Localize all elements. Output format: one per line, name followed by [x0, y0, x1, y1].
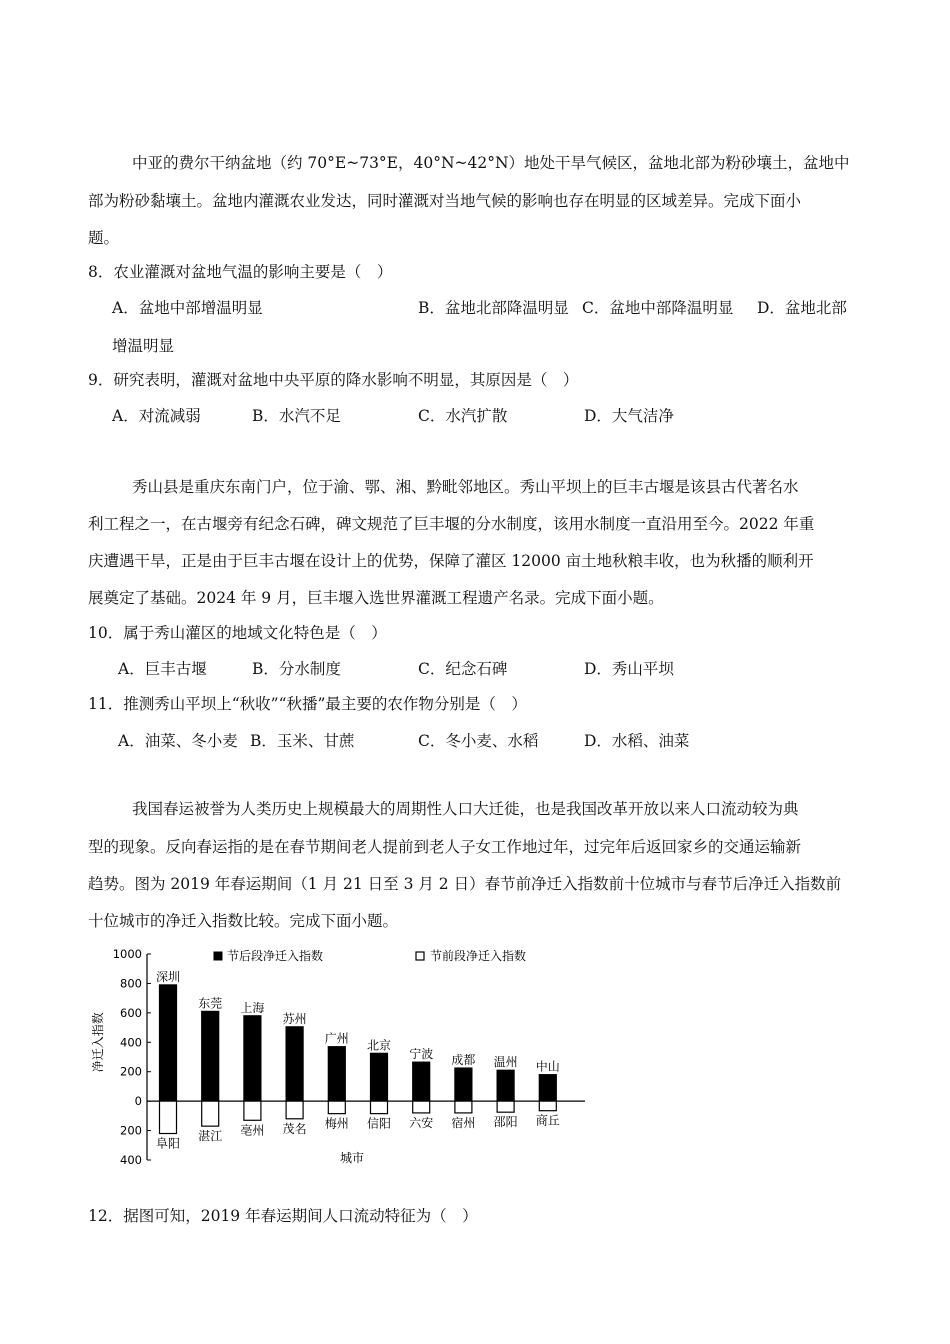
q8-stem: 8．农业灌溉对盆地气温的影响主要是（ ） — [88, 263, 393, 281]
q9-option-d[interactable]: D．大气洁净 — [584, 407, 674, 425]
category-label: 宁波 — [409, 1047, 434, 1062]
category-label: 阜阳 — [155, 1136, 181, 1151]
q9-stem: 9．研究表明，灌溉对盆地中央平原的降水影响不明显，其原因是（ ） — [88, 371, 579, 389]
q10-option-b[interactable]: B．分水制度 — [252, 660, 341, 678]
q11-option-d[interactable]: D．水稻、油菜 — [584, 732, 690, 750]
bar-after-1 — [160, 985, 177, 1101]
bar-before-7 — [413, 1101, 430, 1113]
passage2-line-2: 利工程之一，在古堰旁有纪念石碑，碑文规范了巨丰堰的分水制度，该用水制度一直沿用至今。2022 年重 — [88, 515, 815, 533]
category-label: 湛江 — [198, 1129, 223, 1144]
legend-label-before: 节前段净迁入指数 — [430, 949, 527, 963]
passage2-line-1: 秀山县是重庆东南门户，位于渝、鄂、湘、黔毗邻地区。秀山平坝上的巨丰古堰是该县古代著名水 — [132, 478, 799, 496]
category-label: 宿州 — [451, 1115, 476, 1130]
bar-after-3 — [244, 1016, 261, 1101]
bar-after-4 — [286, 1027, 303, 1101]
x-axis-label: 城市 — [339, 1151, 365, 1165]
category-label: 上海 — [240, 1000, 265, 1015]
q8-option-b[interactable]: B．盆地北部降温明显 — [418, 299, 569, 317]
passage1-line-2: 部为粉砂黏壤土。盆地内灌溉农业发达，同时灌溉对当地气候的影响也存在明显的区域差异。完成下面小 — [88, 192, 802, 210]
passage1-line-3: 题。 — [88, 229, 120, 247]
net-migration-index-chart — [80, 940, 600, 1170]
bar-after-2 — [202, 1011, 219, 1101]
passage3-line-2: 型的现象。反向春运指的是在春节期间老人提前到老人子女工作地过年，过完年后返回家乡的交通运输新 — [88, 838, 802, 856]
category-label: 商丘 — [535, 1113, 560, 1128]
q10-option-c[interactable]: C．纪念石碑 — [418, 660, 508, 678]
passage3-line-3: 趋势。图为 2019 年春运期间（1 月 21 日至 3 月 2 日）春节前净迁入指数前十位城市与春节后净迁入指数前 — [88, 875, 842, 893]
category-label: 梅州 — [324, 1116, 349, 1131]
y-tick-label: 200 — [120, 1064, 142, 1079]
q9-option-b[interactable]: B．水汽不足 — [252, 407, 341, 425]
q11-option-b[interactable]: B．玉米、甘蔗 — [250, 732, 355, 750]
y-tick-label: 400 — [120, 1153, 142, 1167]
passage3-line-4: 十位城市的净迁入指数比较。完成下面小题。 — [88, 912, 399, 930]
y-tick-label: 800 — [120, 976, 142, 991]
category-label: 东莞 — [198, 996, 223, 1011]
bar-before-9 — [497, 1101, 514, 1112]
category-label: 广州 — [324, 1031, 349, 1046]
passage1-line-1: 中亚的费尔干纳盆地（约 70°E~73°E，40°N~42°N）地处干旱气候区，盆地北部为粉砂壤土，盆地中 — [132, 154, 850, 172]
bar-after-6 — [371, 1053, 388, 1101]
y-tick-label: 600 — [120, 1005, 142, 1020]
q11-option-c[interactable]: C．冬小麦、水稻 — [418, 732, 539, 750]
category-label: 信阳 — [366, 1116, 392, 1131]
bar-after-9 — [497, 1070, 514, 1101]
category-label: 中山 — [535, 1059, 560, 1074]
q10-stem: 10．属于秀山灌区的地域文化特色是（ ） — [88, 624, 387, 642]
category-label: 温州 — [493, 1055, 518, 1070]
category-label: 亳州 — [240, 1123, 265, 1138]
category-label: 苏州 — [282, 1011, 307, 1026]
category-label: 北京 — [366, 1038, 392, 1053]
category-label: 深圳 — [155, 969, 181, 984]
bar-before-5 — [328, 1101, 345, 1114]
q11-option-a[interactable]: A．油菜、冬小麦 — [118, 732, 238, 750]
bar-after-8 — [455, 1068, 472, 1101]
bar-before-8 — [455, 1101, 472, 1113]
bar-before-10 — [539, 1101, 556, 1111]
category-label: 茂名 — [282, 1121, 307, 1136]
q8-option-a[interactable]: A．盆地中部增温明显 — [112, 299, 263, 317]
y-axis-label: 净迁入指数 — [91, 1012, 105, 1073]
bar-before-2 — [202, 1101, 219, 1126]
q10-option-a[interactable]: A．巨丰古堰 — [118, 660, 207, 678]
bar-before-6 — [371, 1101, 388, 1114]
bar-before-1 — [160, 1101, 177, 1133]
category-label: 六安 — [409, 1115, 434, 1130]
category-label: 邵阳 — [493, 1115, 518, 1130]
bar-before-4 — [286, 1101, 303, 1119]
q10-option-d[interactable]: D．秀山平坝 — [584, 660, 674, 678]
passage2-line-3: 庆遭遇干旱，正是由于巨丰古堰在设计上的优势，保障了灌区 12000 亩土地秋粮丰收，也为秋播的顺利开 — [88, 552, 814, 570]
q12-stem: 12．据图可知，2019 年春运期间人口流动特征为（ ） — [88, 1207, 478, 1225]
q8-option-d[interactable]: D．盆地北部 — [757, 299, 847, 317]
passage2-line-4: 展奠定了基础。2024 年 9 月，巨丰堰入选世界灌溉工程遗产名录。完成下面小题。 — [88, 589, 664, 607]
legend-swatch-before — [416, 952, 424, 960]
passage3-line-1: 我国春运被誉为人类历史上规模最大的周期性人口大迁徙，也是我国改革开放以来人口流动较为典 — [132, 800, 799, 818]
q9-option-c[interactable]: C．水汽扩散 — [418, 407, 508, 425]
bar-after-7 — [413, 1062, 430, 1101]
q11-stem: 11．推测秀山平坝上“秋收”“秋播”最主要的农作物分别是（ ） — [88, 695, 527, 713]
q9-option-a[interactable]: A．对流减弱 — [112, 407, 201, 425]
y-tick-label: 1000 — [112, 947, 142, 961]
bar-after-10 — [539, 1075, 556, 1101]
y-tick-label: 0 — [134, 1094, 142, 1109]
legend-swatch-after — [214, 952, 222, 960]
legend-label-after: 节后段净迁入指数 — [227, 949, 324, 963]
category-label: 成都 — [451, 1053, 476, 1068]
bar-after-5 — [328, 1047, 345, 1101]
q8-option-d-continued: 增温明显 — [112, 337, 175, 355]
bar-before-3 — [244, 1101, 261, 1120]
y-tick-label: 400 — [120, 1035, 142, 1050]
y-tick-label: 200 — [120, 1123, 142, 1138]
q8-option-c[interactable]: C．盆地中部降温明显 — [582, 299, 734, 317]
